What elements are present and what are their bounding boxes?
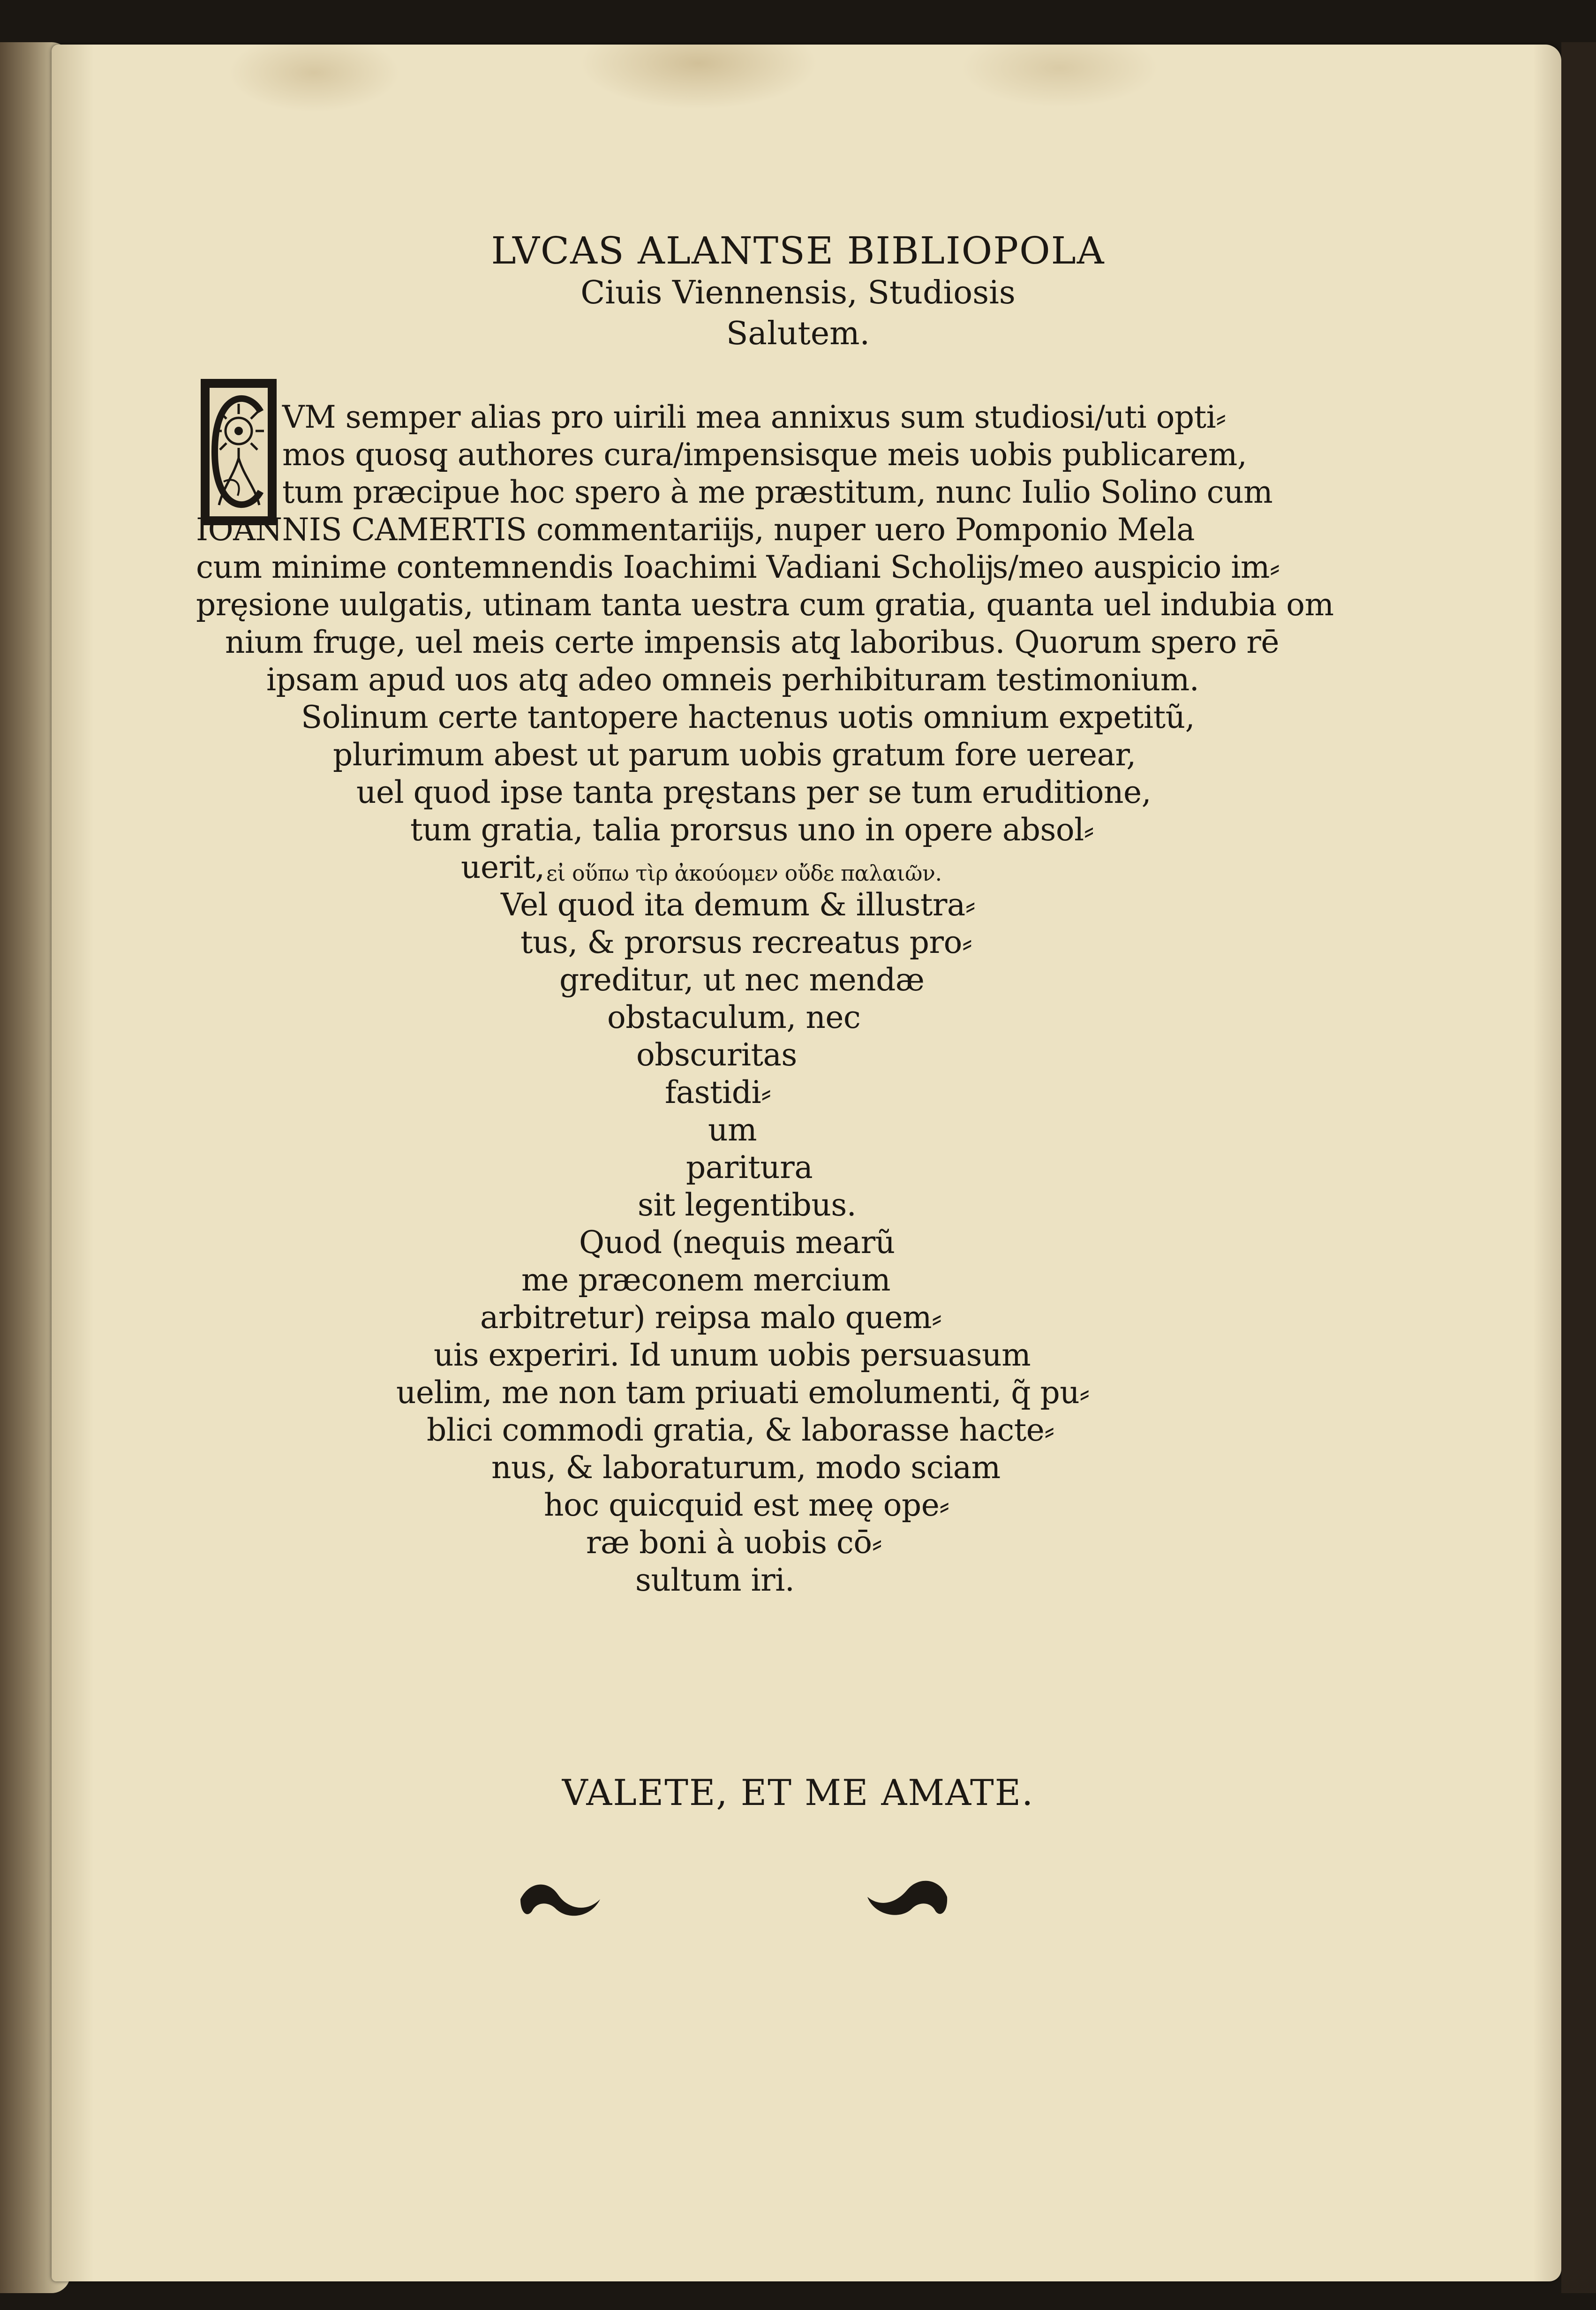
body-line-29: nus, & laboraturum, modo sciam [491,1449,1001,1486]
heading-salutation: Salutem. [726,315,870,352]
body-line-1: VM semper alias pro uirili mea annixus sum studiosi/uti opti⸗ [282,399,1226,435]
body-line-26: uis experiri. Id unum uobis persuasum [434,1337,1031,1373]
body-line-19: fastidi⸗ [665,1074,771,1110]
body-line-4: IOANNIS CAMERTIS commentariĳs, nuper uero Pomponio Mela [196,512,1195,548]
body-line-5: cum minime contemnendis Ioachimi Vadiani Scholĳs/meo auspicio im⸗ [196,549,1280,585]
body-line-11: uel quod ipse tanta pręstans per se tum eruditione, [356,774,1152,810]
body-line-9: Solinum certe tantopere hactenus uotis omnium expetitũ, [301,699,1195,735]
body-line-12: tum gratia, talia prorsus uno in opere absol⸗ [410,812,1094,848]
body-line-17: obstaculum, nec [607,999,861,1035]
body-line-23: Quod (nequis mearũ [579,1224,895,1261]
body-line-31: ræ boni à uobis cō⸗ [586,1525,882,1561]
body-line-18: obscuritas [636,1037,797,1073]
heading-subtitle: Ciuis Viennensis, Studiosis [580,274,1016,311]
body-line-6: pręsione uulgatis, utinam tanta uestra cum gratia, quanta uel indubia om [196,587,1334,623]
body-line-24: me præconem mercium [521,1262,891,1298]
heading-title: LVCAS ALANTSE BIBLIOPOLA [491,229,1105,272]
body-line-16: greditur, ut nec mendæ [559,962,925,998]
body-line-28: blici commodi gratia, & laborasse hacte⸗ [427,1412,1054,1448]
body-line-2: mos quosq̧ authores cura/impensisque meis uobis publicarem, [282,437,1247,473]
greek-phrase: εἰ οὕπω τὶρ ἀκούομεν οὔδε παλαιῶν. [546,861,942,886]
body-line-27: uelim, me non tam priuati emolumenti, q̃ pu⸗ [396,1374,1090,1411]
leaf-ornament-right-icon [863,1871,952,1923]
decorated-initial [201,379,277,525]
body-line-25: arbitretur) reipsa malo quem⸗ [480,1299,942,1336]
leaf-ornament-left-icon [516,1871,605,1923]
body-line-7: nium fruge, uel meis certe impensis atq̧ laboribus. Quorum spero rē [225,624,1279,660]
body-line-32: sultum iri. [635,1562,795,1598]
body-line-14: Vel quod ita demum & illustra⸗ [501,887,976,923]
body-line-3: tum præcipue hoc spero à me præstitum, nunc Iulio Solino cum [282,474,1273,510]
closing-line: VALETE, ET ME AMATE. [562,1772,1034,1813]
body-line-13: uerit, [461,849,545,885]
initial-letter-c-icon [205,384,271,520]
body-line-22: sit legentibus. [638,1187,857,1223]
body-line-8: ipsam apud uos atq̧ adeo omneis perhibituram testimonium. [266,662,1199,698]
body-line-20: um [708,1112,757,1148]
body-line-10: plurimum abest ut parum uobis gratum fore uerear, [333,737,1136,773]
body-line-30: hoc quicquid est meę ope⸗ [544,1487,949,1523]
body-line-21: paritura [686,1149,813,1185]
body-line-15: tus, & prorsus recreatus pro⸗ [520,924,972,960]
